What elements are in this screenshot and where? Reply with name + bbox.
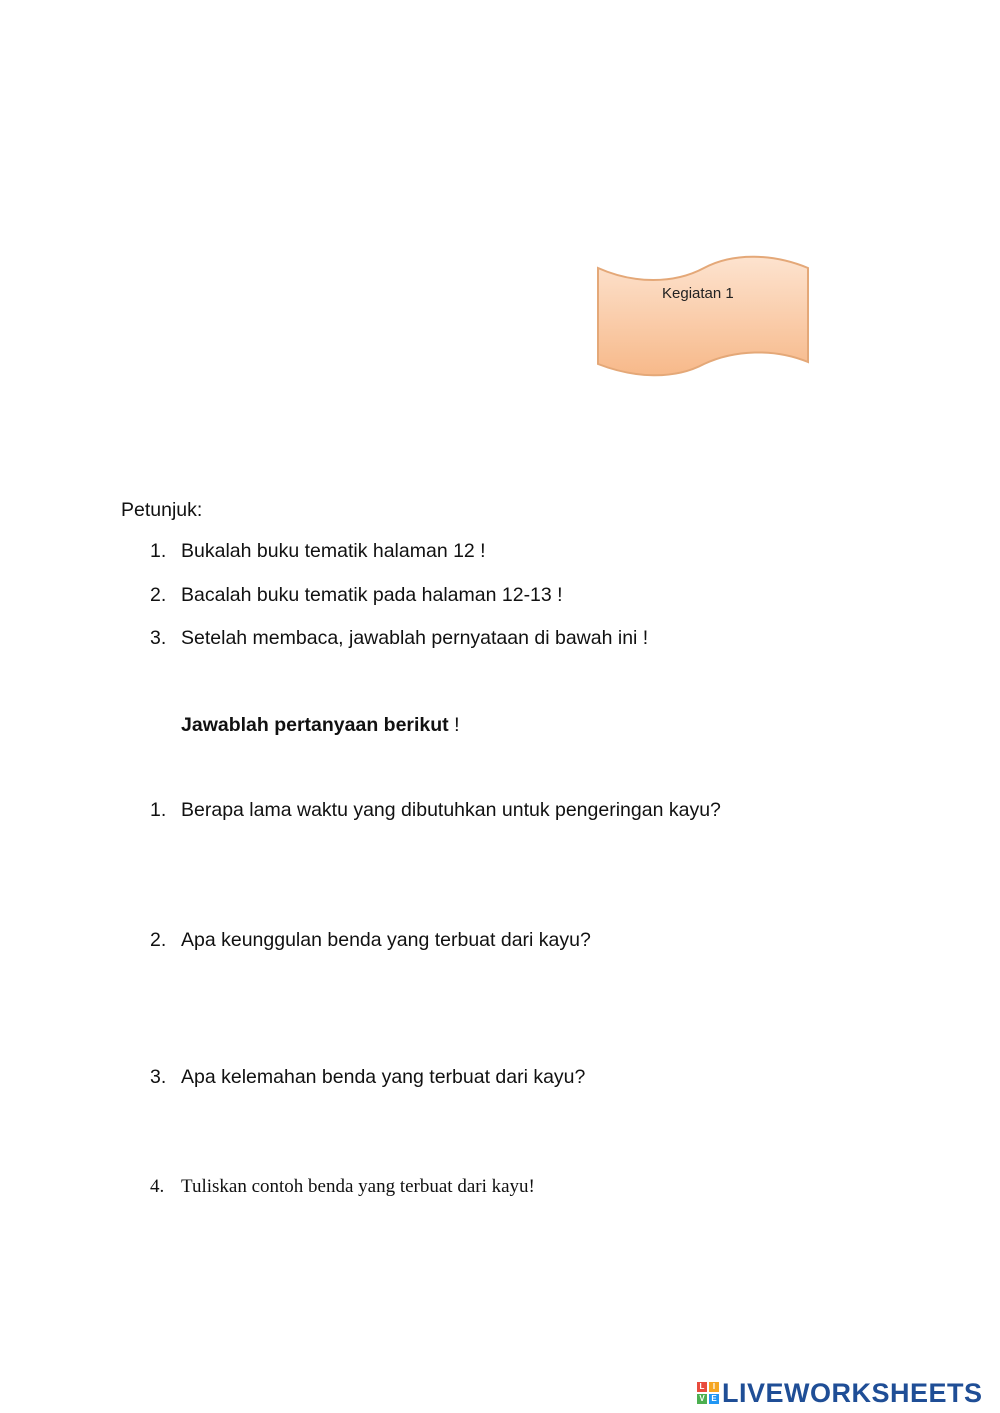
question-text: Tuliskan contoh benda yang terbuat dari kayu!: [181, 1176, 535, 1197]
instruction-text: Bacalah buku tematik pada halaman 12-13 !: [181, 584, 563, 606]
logo-text: LIVEWORKSHEETS: [722, 1377, 983, 1408]
instruction-text: Setelah membaca, jawablah pernyataan di bawah ini !: [181, 627, 649, 649]
logo-tiles-icon: [697, 1382, 719, 1404]
question-number: 4.: [150, 1176, 165, 1197]
instructions-heading: Petunjuk:: [121, 499, 203, 521]
question-number: 2.: [150, 929, 167, 951]
logo-tile: L: [697, 1382, 707, 1392]
activity-banner: [594, 254, 812, 380]
questions-heading-bold: Jawablah pertanyaan berikut: [181, 714, 449, 736]
questions-heading: [181, 714, 460, 737]
banner-label: Kegiatan 1: [662, 285, 734, 302]
instruction-text: Bukalah buku tematik halaman 12 !: [181, 540, 486, 562]
questions-heading-suffix: !: [448, 714, 460, 736]
logo-tile: I: [709, 1382, 719, 1392]
instruction-number: 3.: [150, 627, 167, 649]
logo-tile: V: [697, 1394, 707, 1404]
instruction-number: 2.: [150, 584, 167, 606]
question-number: 1.: [150, 799, 167, 821]
instruction-number: 1.: [150, 540, 167, 562]
question-text: Apa kelemahan benda yang terbuat dari kayu?: [181, 1066, 586, 1088]
liveworksheets-logo: [697, 1378, 983, 1408]
question-text: Apa keunggulan benda yang terbuat dari kayu?: [181, 929, 591, 951]
question-number: 3.: [150, 1066, 167, 1088]
logo-tile: E: [709, 1394, 719, 1404]
question-text: Berapa lama waktu yang dibutuhkan untuk pengeringan kayu?: [181, 799, 721, 821]
banner-shape: [594, 254, 812, 380]
